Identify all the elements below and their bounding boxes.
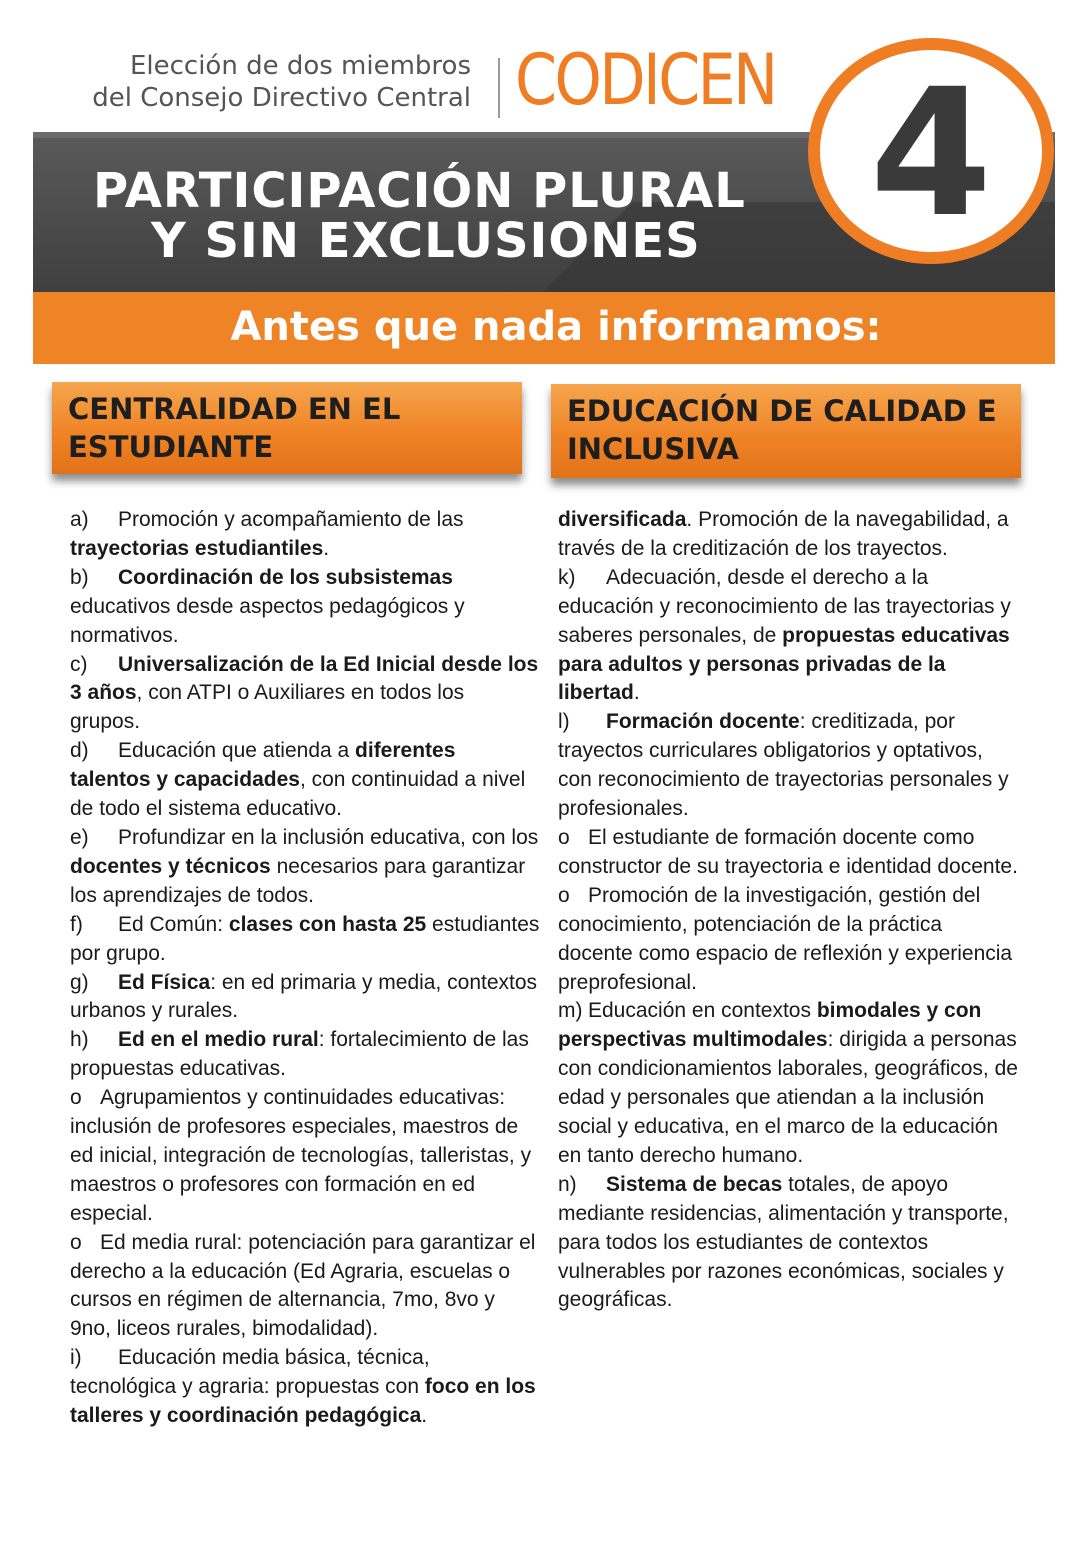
item-marker: l) bbox=[558, 710, 570, 734]
list-item bbox=[558, 564, 1018, 709]
item-text: Promoción y acompañamiento de las bbox=[118, 508, 464, 531]
item-highlight: diversificada bbox=[558, 508, 687, 531]
item-highlight: Sistema de becas bbox=[606, 1172, 783, 1196]
item-highlight: docentes y técnicos bbox=[70, 854, 271, 878]
heading-left-line-1: CENTRALIDAD EN EL bbox=[68, 392, 401, 426]
list-item bbox=[70, 651, 540, 738]
item-text: . Promoción de la navegabilidad, a través de la creditización de los trayectos. bbox=[558, 508, 1009, 560]
item-text: Educación media básica, técnica, tecnológica y agraria: propuestas con bbox=[70, 1346, 430, 1399]
item-highlight: propuestas educativas para adultos y personas privadas de la libertad bbox=[558, 623, 1010, 705]
item-text: , con continuidad a nivel de todo el sistema educativo. bbox=[70, 768, 526, 821]
item-marker: d) bbox=[70, 739, 89, 763]
list-item bbox=[558, 997, 1018, 1170]
item-highlight: diferentes talentos y capacidades bbox=[70, 739, 456, 792]
item-marker: h) bbox=[70, 1028, 89, 1052]
list-subitem bbox=[70, 1084, 540, 1229]
item-marker: f) bbox=[70, 912, 83, 936]
list-item-continued bbox=[558, 506, 1018, 564]
bullet-icon: o bbox=[70, 1230, 82, 1254]
heading-right-line-2: INCLUSIVA bbox=[567, 432, 739, 466]
item-text: Agrupamientos y continuidades educativas: inclusión de profesores especiales, maestros de ed inicial, integración de tecnologías, talleristas, y maestros o profesores con formación en ed especial. bbox=[70, 1086, 532, 1225]
election-subtitle bbox=[31, 50, 471, 114]
item-text: Ed media rural: potenciación para garantizar el derecho a la educación (Ed Agraria, escuelas o cursos en régimen de alternancia, 7mo, 8vo y 9no, liceos rurales, bimodalidad). bbox=[70, 1230, 536, 1341]
bullet-icon: o bbox=[558, 883, 570, 907]
list-item bbox=[70, 969, 540, 1027]
subtitle-line-2: del Consejo Directivo Central bbox=[92, 83, 471, 113]
left-column-list bbox=[70, 506, 540, 1431]
item-text: . bbox=[633, 681, 640, 705]
item-marker: g) bbox=[70, 970, 89, 994]
list-item bbox=[70, 911, 540, 969]
item-highlight: clases con hasta 25 bbox=[228, 912, 427, 936]
item-marker: e) bbox=[70, 825, 89, 849]
item-highlight: bimodales y con perspectivas multimodales bbox=[558, 999, 982, 1052]
list-item bbox=[70, 737, 540, 824]
list-number: 4 bbox=[869, 51, 993, 256]
item-highlight: foco en los talleres y coordinación pedagógica bbox=[70, 1375, 536, 1428]
item-marker: i) bbox=[70, 1346, 82, 1370]
info-banner-text: Antes que nada informamos: bbox=[230, 304, 882, 350]
item-text: . bbox=[421, 1404, 428, 1428]
item-text: Profundizar en la inclusión educativa, con los bbox=[118, 825, 539, 849]
item-text: estudiantes por grupo. bbox=[70, 912, 540, 965]
right-column-list bbox=[558, 506, 1018, 1315]
list-item bbox=[70, 506, 540, 564]
subtitle-line-1: Elección de dos miembros bbox=[129, 51, 471, 81]
bullet-icon: o bbox=[558, 825, 570, 849]
motto-line-2: Y SIN EXCLUSIONES bbox=[151, 213, 701, 269]
header-divider bbox=[498, 58, 500, 118]
item-highlight: Formación docente bbox=[606, 710, 800, 734]
item-text: : en ed primaria y media, contextos urbanos y rurales. bbox=[70, 970, 538, 1023]
item-text: : dirigida a personas con condicionamientos laborales, geográficos, de edad y personales que atiendan a la inclusión social y educativa, en el marco de la educación en tanto derecho humano. bbox=[558, 1028, 1018, 1167]
item-highlight: Ed Física bbox=[118, 970, 211, 994]
item-text: : creditizada, por trayectos curriculares obligatorios y optativos, con reconocimiento de trayectorias personales y profesionales. bbox=[558, 710, 1009, 821]
list-item bbox=[70, 1026, 540, 1084]
item-text: , con ATPI o Auxiliares en todos los grupos. bbox=[70, 681, 465, 734]
codicen-brand: CODICEN bbox=[515, 39, 776, 121]
item-text: educativos desde aspectos pedagógicos y normativos. bbox=[70, 594, 465, 647]
list-item bbox=[558, 708, 1018, 824]
item-text: Adecuación, desde el derecho a la educación y reconocimiento de las trayectorias y saberes personales, de bbox=[558, 565, 1011, 647]
list-subitem bbox=[558, 824, 1018, 882]
heading-left-line-2: ESTUDIANTE bbox=[68, 430, 274, 464]
list-number-badge bbox=[808, 38, 1054, 264]
heading-right-line-1: EDUCACIÓN DE CALIDAD E bbox=[567, 394, 997, 428]
item-text: necesarios para garantizar los aprendizajes de todos. bbox=[70, 854, 526, 907]
info-banner bbox=[33, 292, 1055, 364]
item-highlight: Universalización de la Ed Inicial desde los 3 años bbox=[70, 652, 539, 705]
item-highlight: Coordinación de los subsistemas bbox=[118, 565, 453, 589]
item-text: : fortalecimiento de las propuestas educativas. bbox=[70, 1028, 529, 1081]
list-subitem bbox=[70, 1229, 540, 1345]
item-highlight: Ed en el medio rural bbox=[118, 1028, 319, 1052]
motto-line-1: PARTICIPACIÓN PLURAL bbox=[93, 163, 746, 219]
motto-title bbox=[93, 163, 746, 269]
item-text: . bbox=[323, 536, 330, 560]
list-item bbox=[558, 1171, 1018, 1316]
list-item bbox=[70, 564, 540, 651]
item-marker: c) bbox=[70, 652, 88, 676]
item-marker: n) bbox=[558, 1172, 577, 1196]
list-item bbox=[70, 824, 540, 911]
list-subitem bbox=[558, 882, 1018, 998]
heading-centralidad bbox=[52, 382, 522, 474]
item-text: Educación que atienda a bbox=[118, 739, 356, 763]
item-marker: b) bbox=[70, 565, 89, 589]
item-text: Promoción de la investigación, gestión del conocimiento, potenciación de la práctica docente como espacio de reflexión y experiencia preprofesional. bbox=[558, 883, 1013, 994]
item-text: El estudiante de formación docente como constructor de su trayectoria e identidad docente. bbox=[558, 825, 1018, 878]
item-text: Educación en contextos bbox=[588, 999, 817, 1023]
item-marker: a) bbox=[70, 508, 89, 531]
heading-calidad bbox=[551, 384, 1021, 478]
header bbox=[33, 28, 1055, 364]
item-text: Ed Común: bbox=[118, 912, 229, 936]
item-highlight: trayectorias estudiantiles bbox=[70, 536, 324, 560]
item-marker: m) bbox=[558, 999, 583, 1023]
item-marker: k) bbox=[558, 565, 576, 589]
list-item bbox=[70, 1344, 540, 1431]
item-text: totales, de apoyo mediante residencias, alimentación y transporte, para todos los estudiantes de contextos vulnerables por razones económicas, sociales y geográficas. bbox=[558, 1172, 1009, 1312]
bullet-icon: o bbox=[70, 1086, 82, 1110]
